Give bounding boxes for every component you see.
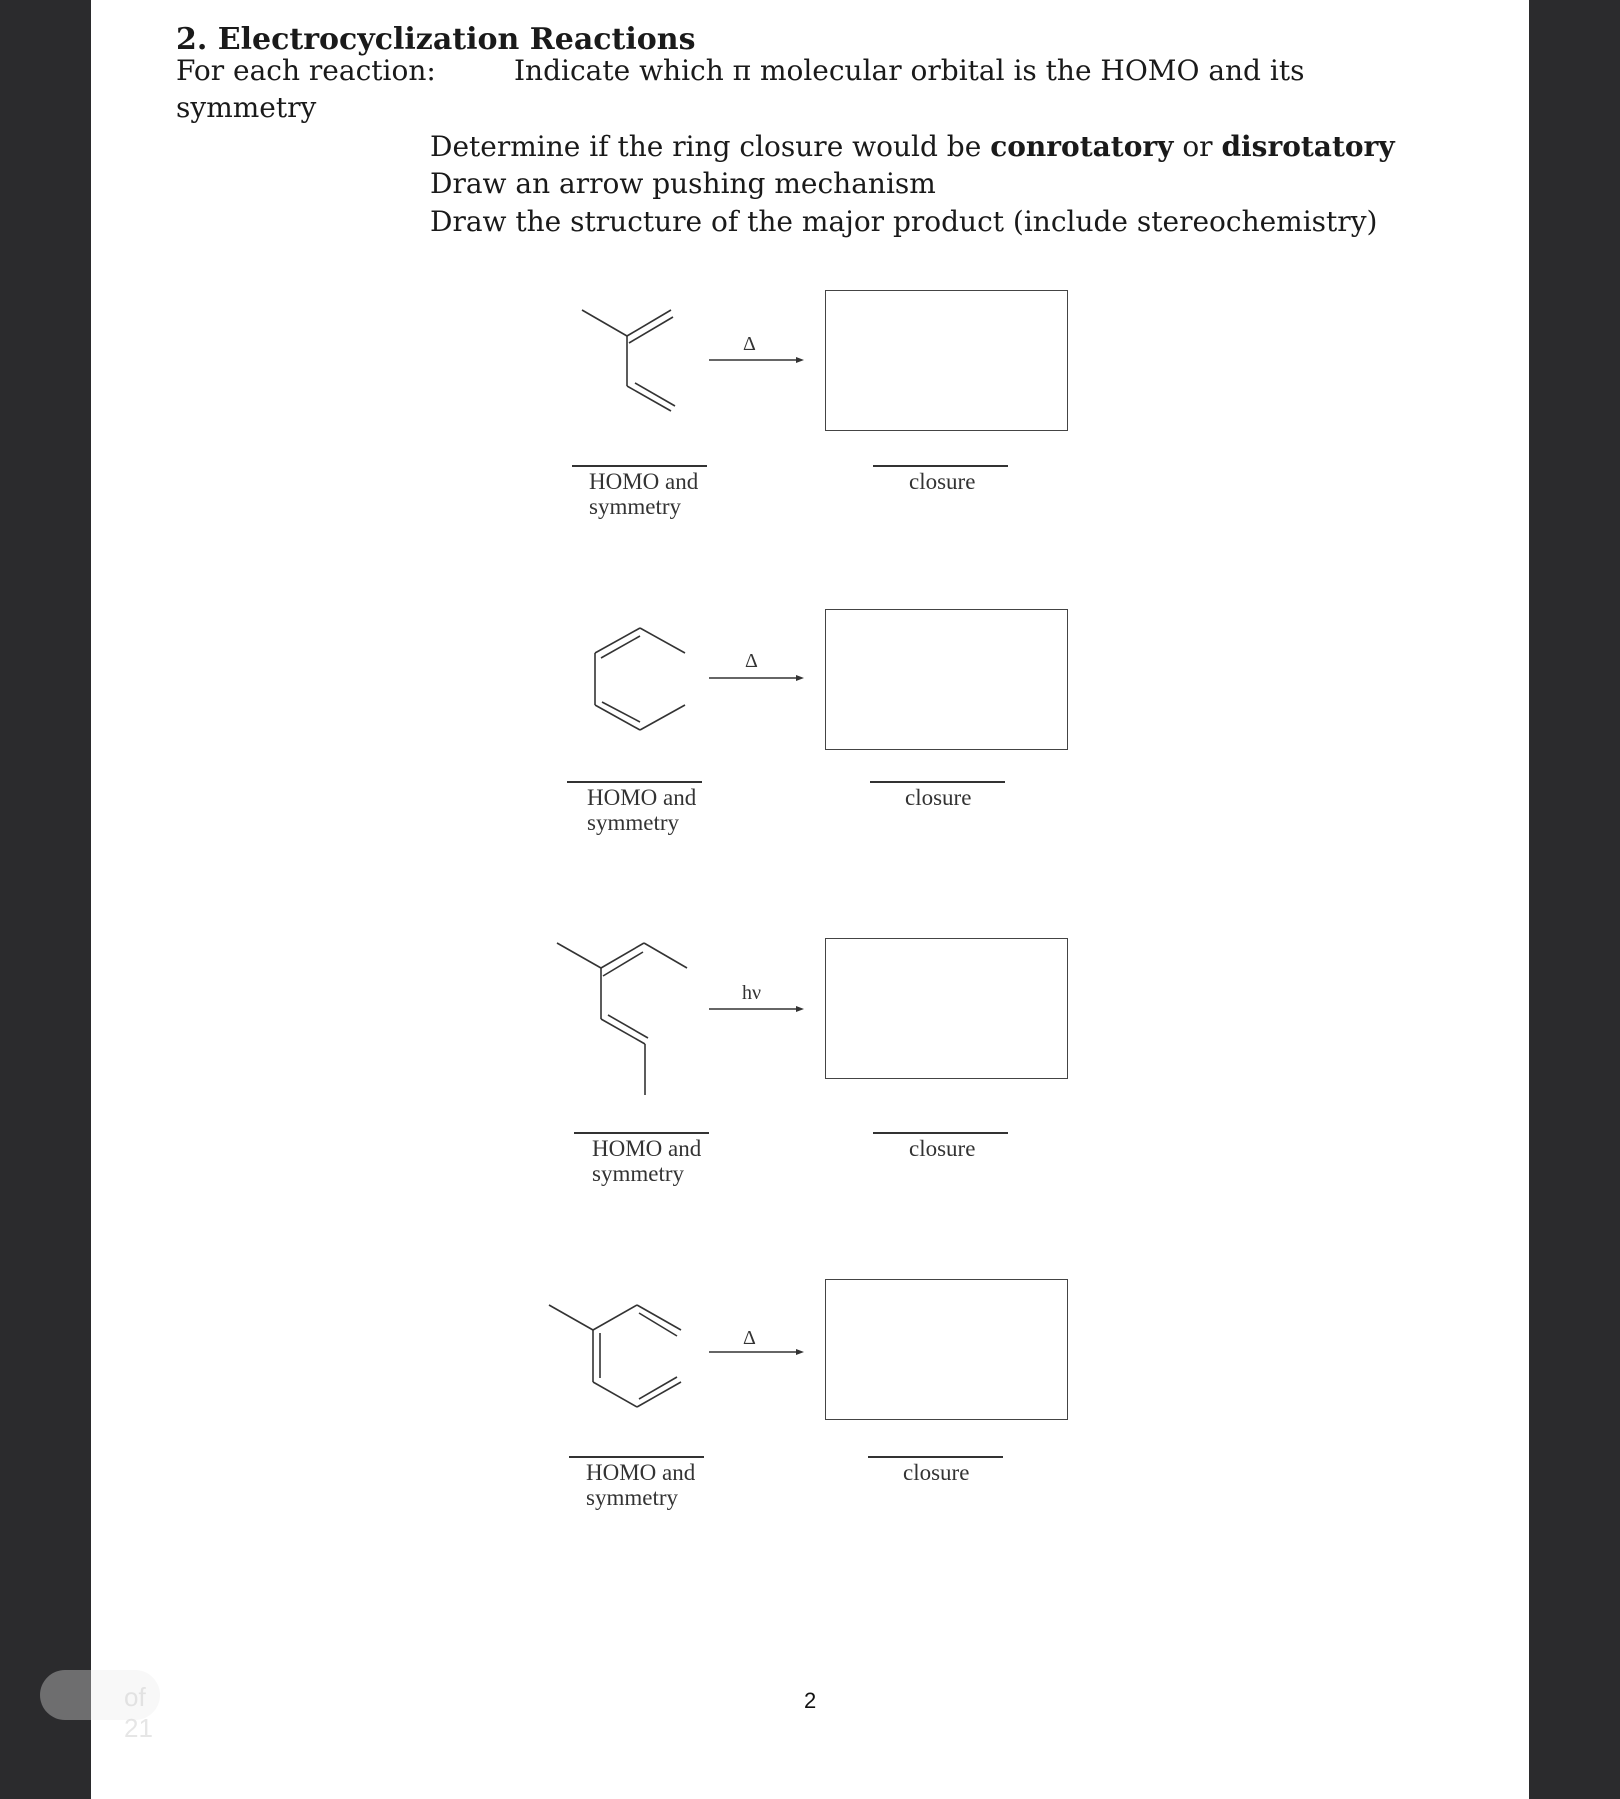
page-indicator[interactable] [40, 1670, 160, 1743]
closure-label-1: closure [909, 469, 976, 494]
reactant-3-structure [557, 943, 687, 1095]
condition-1: Δ [743, 333, 756, 355]
page-indicator-text: of 21 [124, 1682, 153, 1743]
condition-2: Δ [745, 650, 758, 672]
product-box-1[interactable] [825, 290, 1068, 431]
condition-4: Δ [743, 1327, 756, 1349]
instruction-product: Draw the structure of the major product (include stereochemistry) [430, 205, 1378, 238]
closure-blank-1[interactable] [873, 465, 1008, 467]
instruction-mechanism: Draw an arrow pushing mechanism [430, 167, 936, 200]
homo-blank-3[interactable] [574, 1132, 709, 1134]
instruction-rotation: Determine if the ring closure would be conrotatory or disrotatory [430, 130, 1395, 163]
closure-blank-2[interactable] [870, 781, 1005, 783]
instruction-homo-cont: symmetry [176, 91, 317, 124]
homo-label-2: HOMO and symmetry [587, 785, 697, 835]
document-page [91, 0, 1529, 1799]
product-box-4[interactable] [825, 1279, 1068, 1420]
product-box-2[interactable] [825, 609, 1068, 750]
homo-blank-4[interactable] [569, 1456, 704, 1458]
conrotatory-term: conrotatory [990, 130, 1174, 163]
closure-blank-4[interactable] [868, 1456, 1003, 1458]
closure-label-2: closure [905, 785, 972, 810]
homo-label-4: HOMO and symmetry [586, 1460, 696, 1510]
homo-label-3: HOMO and symmetry [592, 1136, 702, 1186]
reactant-2-structure [595, 628, 685, 730]
section-title: 2. Electrocyclization Reactions [176, 22, 696, 57]
closure-label-3: closure [909, 1136, 976, 1161]
closure-label-4: closure [903, 1460, 970, 1485]
reaction-scheme [91, 0, 1529, 1799]
page-number: 2 [804, 1688, 817, 1713]
closure-blank-3[interactable] [873, 1132, 1008, 1134]
homo-blank-1[interactable] [572, 465, 707, 467]
homo-label-1: HOMO and symmetry [589, 469, 699, 519]
for-each-label: For each reaction: [176, 54, 436, 87]
instruction-homo: Indicate which π molecular orbital is the HOMO and its [514, 54, 1305, 87]
reactant-1-structure [582, 310, 675, 411]
disrotatory-term: disrotatory [1221, 130, 1395, 163]
homo-blank-2[interactable] [567, 781, 702, 783]
reactant-4-structure [549, 1305, 681, 1407]
product-box-3[interactable] [825, 938, 1068, 1079]
condition-3: hν [742, 982, 762, 1004]
